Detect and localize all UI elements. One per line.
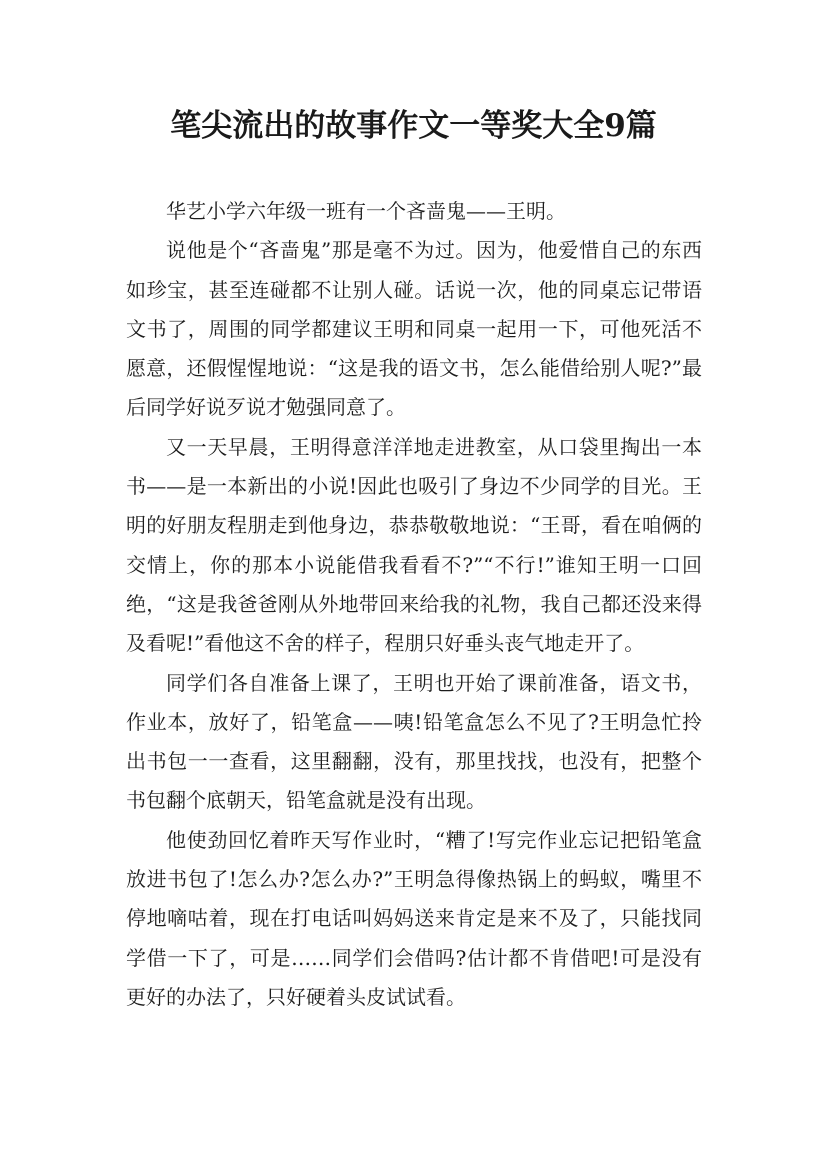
paragraph-3: 又一天早晨，王明得意洋洋地走进教室，从口袋里掏出一本书——是一本新出的小说!因此也吸引了身边不少同学的目光。王明的好朋友程朋走到他身边，恭恭敬敬地说：“王哥，看在咱俩的交情上，你的那本小说能借我看看不?”“不行!”谁知王明一口回绝，“这是我爸爸刚从外地带回来给我的礼物，我自己都还没来得及看呢!”看他这不舍的样子，程朋只好垂头丧气地走开了。 — [126, 434, 702, 656]
paragraph-5: 他使劲回忆着昨天写作业时，“糟了!写完作业忘记把铅笔盒放进书包了!怎么办?怎么办?”王明急得像热锅上的蚂蚁，嘴里不停地嘀咕着，现在打电话叫妈妈送来肯定是来不及了，只能找同学借一下了，可是……同学们会借吗?估计都不肯借吧!可是没有更好的办法了，只好硬着头皮试试看。 — [126, 827, 702, 1009]
paragraph-1: 华艺小学六年级一班有一个吝啬鬼——王明。 — [166, 199, 566, 223]
document-title: 笔尖流出的故事作文一等奖大全9篇 — [170, 108, 657, 144]
document-body — [126, 192, 702, 1017]
paragraph-4: 同学们各自准备上课了，王明也开始了课前准备，语文书，作业本，放好了，铅笔盒——咦!铅笔盒怎么不见了?王明急忙拎出书包一一查看，这里翻翻，没有，那里找找，也没有，把整个书包翻个底朝天，铅笔盒就是没有出现。 — [126, 670, 702, 813]
paragraph-2: 说他是个“吝啬鬼”那是毫不为过。因为，他爱惜自己的东西如珍宝，甚至连碰都不让别人碰。话说一次，他的同桌忘记带语文书了，周围的同学都建议王明和同桌一起用一下，可他死活不愿意，还假惺惺地说：“这是我的语文书，怎么能借给别人呢?”最后同学好说歹说才勉强同意了。 — [126, 238, 702, 420]
